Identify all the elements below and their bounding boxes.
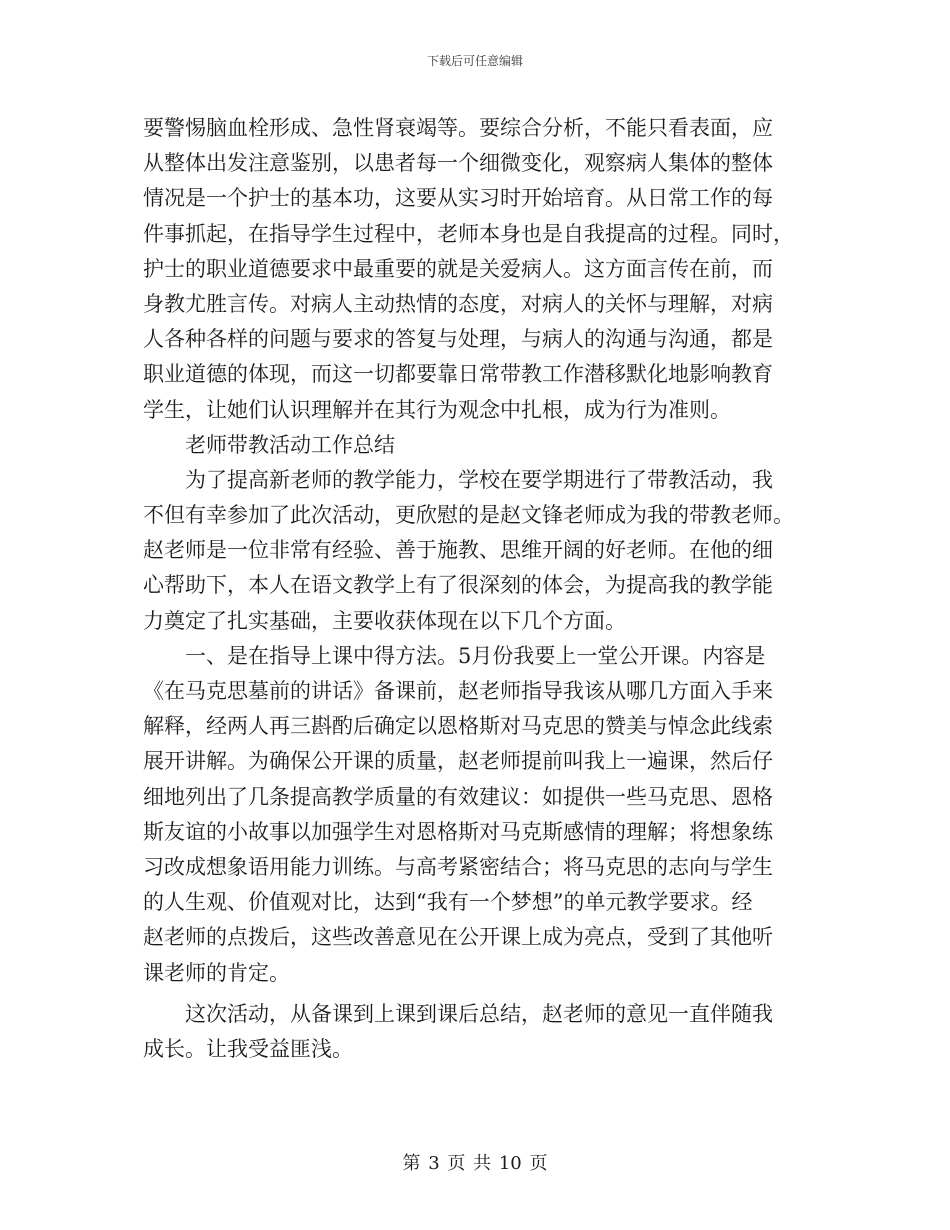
text-line: 从整体出发注意鉴别，以患者每一个细微变化，观察病人集体的整体 [143, 151, 773, 176]
text-line: 学生，让她们认识理解并在其行为观念中扎根，成为行为准则。 [143, 397, 731, 422]
text-line: 成长。让我受益匪浅。 [143, 1036, 353, 1061]
text-line: 一、是在指导上课中得方法。5月份我要上一堂公开课。内容是 [185, 643, 766, 668]
text-line: 护士的职业道德要求中最重要的就是关爱病人。这方面言传在前，而 [143, 256, 773, 281]
text-line: 要警惕脑血栓形成、急性肾衰竭等。要综合分析，不能只看表面，应 [143, 116, 773, 140]
page-number-footer: 第 3 页 共 10 页 [402, 1153, 548, 1174]
text-line: 习改成想象语用能力训练。与高考紧密结合；将马克思的志向与学生 [143, 854, 773, 879]
text-line: 解释，经两人再三斟酌后确定以恩格斯对马克思的赞美与悼念此线索 [143, 714, 773, 739]
text-line: 职业道德的体现，而这一切都要靠日常带教工作潜移默化地影响教育 [143, 362, 773, 387]
text-line: 赵老师的点拨后，这些改善意见在公开课上成为亮点，受到了其他听 [143, 925, 773, 950]
text-line: 的人生观、价值观对比，达到“我有一个梦想”的单元教学要求。经 [143, 890, 753, 915]
text-line: 人各种各样的问题与要求的答复与处理，与病人的沟通与沟通，都是 [143, 327, 773, 352]
page-header: 下载后可任意编辑 [426, 54, 523, 68]
text-line: 细地列出了几条提高教学质量的有效建议：如提供一些马克思、恩格 [143, 784, 773, 809]
text-line: 情况是一个护士的基本功，这要从实习时开始培育。从日常工作的每 [143, 186, 773, 211]
text-line: 身教尤胜言传。对病人主动热情的态度，对病人的关怀与理解，对病 [143, 291, 773, 316]
text-line: 斯友谊的小故事以加强学生对恩格斯对马克斯感情的理解；将想象练 [143, 819, 773, 844]
text-line: 为了提高新老师的教学能力，学校在要学期进行了带教活动，我 [185, 467, 773, 492]
text-line: 展开讲解。为确保公开课的质量，赵老师提前叫我上一遍课，然后仔 [143, 749, 773, 774]
text-line: 力奠定了扎实基础，主要收获体现在以下几个方面。 [143, 608, 626, 633]
text-line: 《在马克思墓前的讲话》备课前，赵老师指导我该从哪几方面入手来 [143, 679, 773, 703]
text-line: 赵老师是一位非常有经验、善于施教、思维开阔的好老师。在他的细 [143, 538, 773, 563]
text-line: 课老师的肯定。 [143, 960, 290, 985]
document-body [143, 111, 808, 1067]
text-line: 件事抓起，在指导学生过程中，老师本身也是自我提高的过程。同时， [143, 221, 794, 246]
text-line: 这次活动，从备课到上课到课后总结，赵老师的意见一直伴随我 [185, 1001, 773, 1026]
text-line: 不但有幸参加了此次活动，更欣慰的是赵文锋老师成为我的带教老师。 [143, 503, 794, 528]
text-line: 心帮助下，本人在语文教学上有了很深刻的体会，为提高我的教学能 [143, 573, 773, 598]
section-title: 老师带教活动工作总结 [185, 432, 395, 457]
